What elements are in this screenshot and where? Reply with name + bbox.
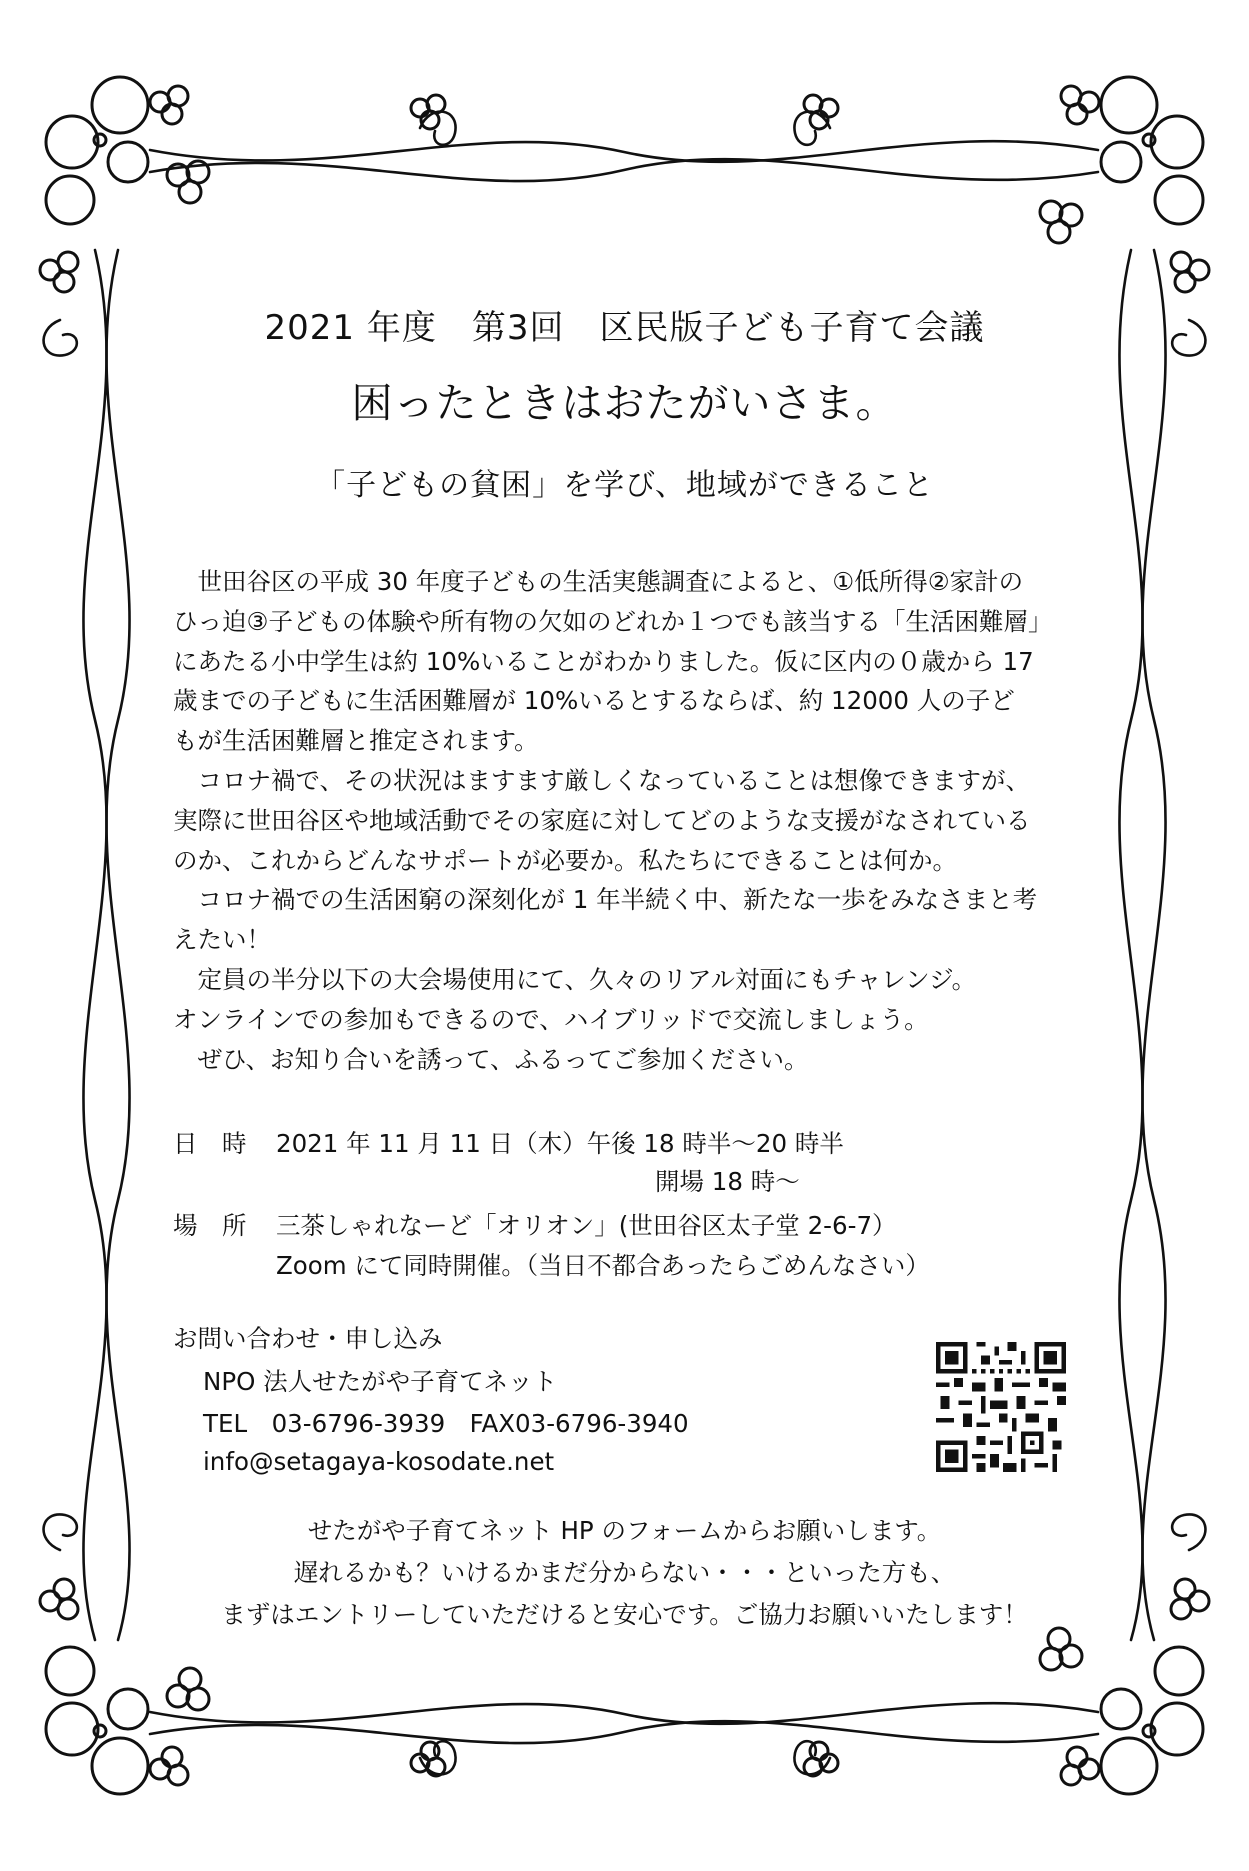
body-line: ぜひ、お知り合いを誘って、ふるってご参加ください。 [173,1044,809,1074]
closing-line: まずはエントリーしていただけると安心です。ご協力お願いいたします！ [221,1600,1028,1629]
body-line: ひっ迫③子どもの体験や所有物の欠如のどれか１つでも該当する「生活困難層」 [173,606,1053,636]
contact-phone: TEL 03-6796-3939 FAX03-6796-3940 [203,1409,689,1438]
body-line: にあたる小中学生は約 10%いることがわかりました。仮に区内の０歳から 17 [173,646,1034,676]
body-line: 歳までの子どもに生活困難層が 10%いるとするならば、約 12000 人の子ど [173,686,1015,716]
body-line: のか、これからどんなサポートが必要か。私たちにできることは何か。 [173,845,957,875]
body-line: 世田谷区の平成 30 年度子どもの生活実態調査によると、①低所得②家計の [173,567,1024,596]
body-line: もが生活困難層と推定されます。 [173,726,539,756]
closing-line: せたがや子育てネット HP のフォームからお願いします。 [307,1516,942,1545]
contact-email[interactable]: info@setagaya-kosodate.net [203,1447,555,1476]
closing-message [0,1510,1249,1636]
event-title: 2021 年度 第3回 区民版子ども子育て会議 [264,308,985,348]
body-line: 定員の半分以下の大会場使用にて、久々のリアル対面にもチャレンジ。 [173,964,977,994]
body-line: オンラインでの参加もできるので、ハイブリッドで交流しましょう。 [173,1004,929,1034]
qr-code-icon[interactable] [936,1342,1066,1472]
body-text [173,562,1073,1079]
contact-org: NPO 法人せたがや子育てネット [203,1367,558,1396]
body-line: コロナ禍で、その状況はますます厳しくなっていることは想像できますが、 [173,765,1031,795]
body-line: 実際に世田谷区や地域活動でその家庭に対してどのような支援がなされている [173,805,1031,835]
subtitle: 「子どもの貧困」を学び、地域ができること [315,468,934,503]
zoom-value: Zoom にて同時開催。（当日不都合あったらごめんなさい） [276,1251,930,1280]
body-line: えたい！ [173,925,271,955]
date-value: 2021 年 11 月 11 日（木）午後 18 時半～20 時半 [276,1129,844,1158]
body-line: コロナ禍での生活困窮の深刻化が 1 年半続く中、新たな一歩をみなさまと考 [173,885,1038,915]
closing-line: 遅れるかも？いけるかまだ分からない・・・といった方も、 [293,1558,956,1587]
doors-open-value: 開場 18 時～ [655,1167,800,1196]
place-value: 三茶しゃれなーど「オリオン」(世田谷区太子堂 2-6-7） [276,1211,897,1240]
date-label: 日 時 [173,1129,247,1158]
headline: 困ったときはおたがいさま。 [351,379,898,427]
contact-heading: お問い合わせ・申し込み [173,1324,443,1353]
place-label: 場 所 [173,1211,247,1240]
